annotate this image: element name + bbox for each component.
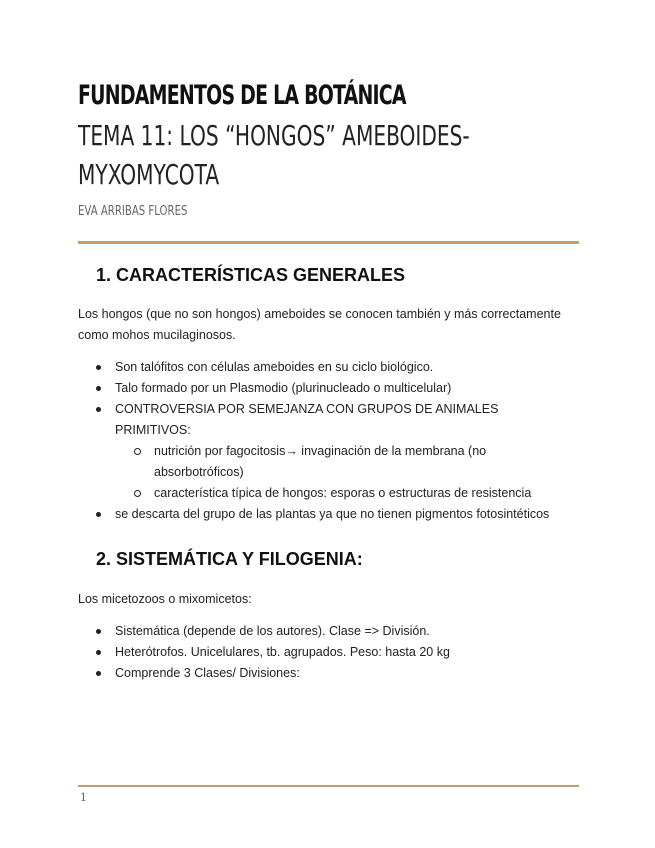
section-2-heading: 2. SISTEMÁTICA Y FILOGENIA: [96, 549, 363, 569]
section-2-intro: Los micetozoos o mixomicetos: [78, 592, 252, 606]
list-item: Talo formado por un Plasmodio (plurinucleado o multicelular) [96, 378, 566, 399]
list-item: característica típica de hongos: esporas o estructuras de resistencia [115, 483, 566, 504]
list-item: se descarta del grupo de las plantas ya que no tienen pigmentos fotosintéticos [96, 504, 566, 525]
bullet-icon [96, 629, 101, 634]
section-1-sub-list [115, 441, 566, 504]
page-number: 1 [80, 791, 87, 804]
list-item: Comprende 3 Clases/ Divisiones: [96, 663, 566, 684]
hollow-bullet-icon [134, 448, 141, 455]
section-1-bullet-list [96, 357, 566, 525]
bullet-icon [96, 386, 101, 391]
list-item: Sistemática (depende de los autores). Clase => División. [96, 621, 566, 642]
section-1-heading: 1. CARACTERÍSTICAS GENERALES [96, 265, 406, 285]
list-item: Son talófitos con células ameboides en su ciclo biológico. [96, 357, 566, 378]
bullet-icon [96, 650, 101, 655]
document-title: FUNDAMENTOS DE LA BOTÁNICA [78, 80, 406, 111]
bullet-icon [96, 671, 101, 676]
section-1-intro: Los hongos (que no son hongos) ameboides se conocen también y más correctamente como mohos mucilaginosos. [78, 307, 561, 342]
author-name: EVA ARRIBAS FLORES [78, 204, 188, 219]
list-item: Heterótrofos. Unicelulares, tb. agrupados. Peso: hasta 20 kg [96, 642, 566, 663]
footer-divider [78, 785, 579, 787]
header-divider [78, 241, 579, 244]
bullet-icon [96, 407, 101, 412]
bullet-icon [96, 512, 101, 517]
list-item: nutrición por fagocitosis→ invaginación de la membrana (no absorbotróficos) [115, 441, 566, 483]
hollow-bullet-icon [134, 490, 141, 497]
section-2-bullet-list [96, 621, 566, 684]
list-item: CONTROVERSIA POR SEMEJANZA CON GRUPOS DE ANIMALES PRIMITIVOS: nutrición por fagocitosis→ invaginación de la membrana (no absorbotróficos) característica típica de hongos: esporas o estructuras de resistencia [96, 399, 566, 504]
document-subtitle: TEMA 11: LOS “HONGOS” AMEBOIDES-MYXOMYCOTA [78, 119, 470, 191]
bullet-icon [96, 365, 101, 370]
